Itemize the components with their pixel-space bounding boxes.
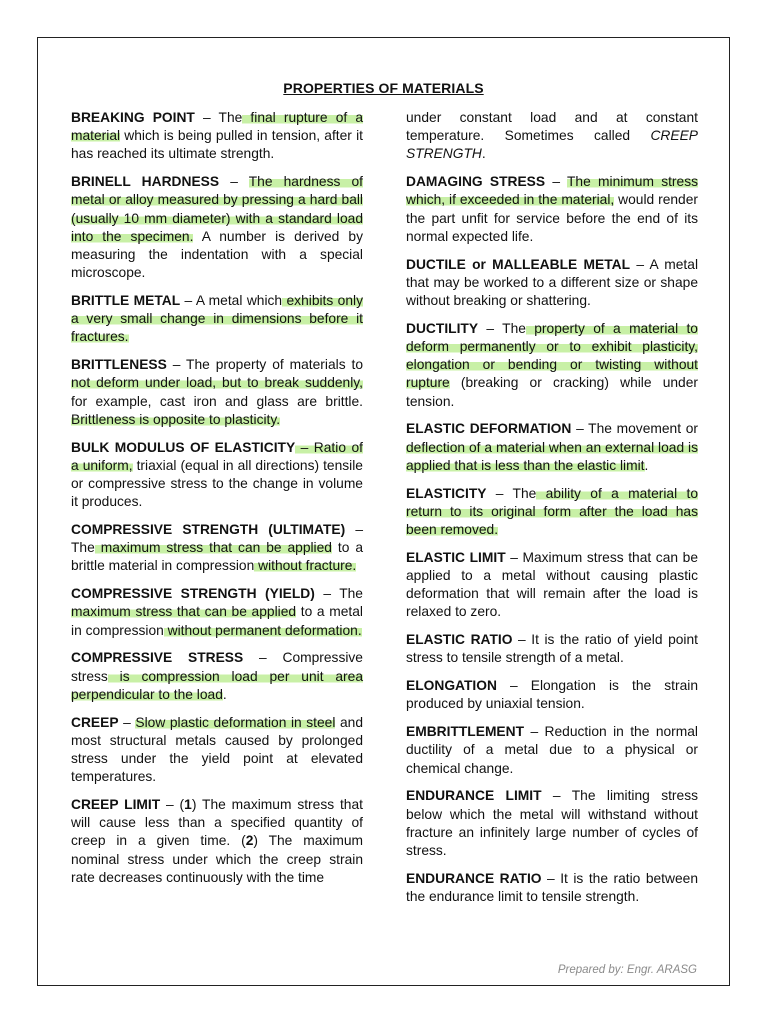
glossary-entry: [406, 256, 698, 311]
glossary-term: ELASTIC LIMIT: [406, 549, 506, 565]
glossary-term: DUCTILITY: [406, 320, 479, 336]
glossary-entry: [406, 787, 698, 860]
glossary-term: CREEP: [71, 714, 119, 730]
glossary-entry: [71, 649, 363, 704]
glossary-term: EMBRITTLEMENT: [406, 724, 525, 740]
glossary-entry: [71, 356, 363, 429]
definition-text: to a brittle material in compression: [71, 540, 363, 574]
definition-text: – The movement or: [571, 421, 698, 437]
glossary-entry: [406, 109, 698, 164]
glossary-term: COMPRESSIVE STRESS: [71, 650, 244, 666]
definition-text: for example, cast iron and glass are brittle.: [71, 393, 363, 409]
definition-text: 2: [245, 833, 254, 849]
glossary-entry: [406, 870, 698, 906]
definition-text: – The property of materials to: [166, 357, 363, 373]
glossary-entry: [406, 549, 698, 622]
definition-text: – The: [71, 522, 363, 556]
highlighted-text: not deform under load, but to break suddenly,: [71, 375, 363, 391]
glossary-entry: [71, 521, 363, 576]
highlighted-text: ability of a material to return to its original form after the load has been removed.: [406, 485, 698, 538]
definition-text: –: [545, 174, 567, 190]
definition-text: A number is derived by measuring the indentation with a special microscope.: [71, 228, 363, 281]
definition-text: – The: [478, 320, 526, 336]
highlighted-text: final rupture of a material: [71, 110, 363, 144]
glossary-entry: [406, 631, 698, 667]
glossary-entry: [71, 292, 363, 347]
definition-text: would render the part unfit for service before the end of its normal expected life.: [406, 192, 698, 244]
highlighted-text: maximum stress that can be applied: [94, 540, 332, 556]
highlighted-text: property of a material to deform permanently or to exhibit plasticity, elongation or bending or twisting without rupture: [406, 320, 698, 391]
glossary-entry: [406, 173, 698, 246]
glossary-entry: [406, 677, 698, 713]
definition-text: – The: [486, 485, 537, 501]
glossary-entry: [406, 723, 698, 778]
left-column: [71, 109, 363, 897]
glossary-term: ELONGATION: [406, 678, 497, 694]
definition-text: under constant load and at constant temperature. Sometimes called: [406, 110, 698, 144]
glossary-entry: [406, 420, 698, 475]
glossary-term: BREAKING POINT: [71, 110, 195, 125]
highlighted-text: exhibits only a very small change in dimensions before it fractures.: [71, 293, 363, 345]
definition-text: – A metal that may be worked to a different size or shape without breaking or shattering.: [406, 256, 699, 309]
glossary-entry: [71, 173, 363, 282]
glossary-term: DUCTILE or MALLEABLE METAL: [406, 256, 631, 272]
highlighted-text: deflection of a material when an external load is applied that is less than the elastic limit: [406, 439, 698, 473]
definition-text: (breaking or cracking) while under tension.: [406, 375, 698, 409]
glossary-entry: [71, 439, 363, 512]
glossary-term: BRITTLE METAL: [71, 293, 181, 309]
definition-text: – It is the ratio of yield point stress to tensile strength of a metal.: [406, 632, 698, 666]
highlighted-text: The minimum stress which, if exceeded in the material,: [406, 174, 698, 208]
definition-text: .: [481, 146, 486, 162]
glossary-term: ENDURANCE LIMIT: [406, 788, 542, 804]
definition-text: .: [644, 457, 649, 473]
glossary-term: COMPRESSIVE STRENGTH (YIELD): [71, 586, 315, 602]
definition-text: – Maximum stress that can be applied to a metal without causing plastic deformation that will remain after the load is relaxed to zero.: [406, 549, 698, 620]
glossary-term: DAMAGING STRESS: [406, 174, 546, 190]
definition-text: – It is the ratio between the endurance limit to tensile strength.: [406, 870, 698, 905]
definition-text: .: [222, 686, 227, 702]
glossary-entry: [406, 485, 698, 540]
definition-text: – The: [314, 586, 363, 602]
definition-text: – Reduction in the normal ductility of a metal due to a physical or chemical change.: [406, 724, 698, 776]
glossary-term: ELASTIC DEFORMATION: [406, 421, 572, 437]
definition-text: –: [118, 714, 136, 730]
definition-text: ) The maximum stress that will cause less than a specified quantity of creep in a given time. (: [71, 797, 363, 849]
highlighted-text: without fracture.: [254, 558, 357, 574]
definition-text: – The: [194, 110, 243, 125]
definition-text: – The limiting stress below which the metal will withstand without fracture an infinitely large number of cycles of stress.: [406, 788, 698, 859]
footer-credit: Prepared by: Engr. ARASG: [557, 964, 697, 976]
glossary-entry: [71, 714, 363, 787]
definition-text: triaxial (equal in all directions) tensile or compressive stress to the change in volume it produces.: [71, 457, 363, 510]
definition-text: to a metal in compression: [71, 604, 363, 638]
glossary-term: BULK MODULUS OF ELASTICITY: [71, 439, 296, 455]
glossary-term: ELASTICITY: [406, 485, 487, 501]
highlighted-text: – Ratio of a uniform,: [71, 439, 363, 473]
definition-text: 1: [184, 797, 192, 813]
glossary-entry: [71, 585, 363, 640]
definition-text: ) The maximum nominal stress under which the creep strain rate decreases continuously with the time: [71, 833, 363, 885]
glossary-term: CREEP LIMIT: [71, 797, 161, 813]
highlighted-text: Brittleness is opposite to plasticity.: [71, 411, 281, 427]
definition-text: and most structural metals caused by prolonged stress under the yield point at elevated temperatures.: [71, 714, 363, 785]
highlighted-text: is compression load per unit area perpendicular to the load: [71, 668, 363, 702]
glossary-term: BRITTLENESS: [71, 357, 167, 373]
glossary-term: BRINELL HARDNESS: [71, 174, 220, 190]
definition-text: – A metal which: [180, 293, 283, 309]
glossary-term: ELASTIC RATIO: [406, 632, 513, 648]
glossary-entry: [71, 796, 363, 887]
right-column: [406, 109, 698, 916]
definition-text: CREEP STRENGTH: [406, 128, 698, 162]
page-title: PROPERTIES OF MATERIALS: [283, 80, 484, 96]
definition-text: –: [219, 174, 249, 190]
glossary-entry: [71, 109, 363, 164]
highlighted-text: The hardness of metal or alloy measured by pressing a hard ball (usually 10 mm diameter) with a standard load into the specimen.: [71, 174, 363, 244]
definition-text: which is being pulled in tension, after it has reached its ultimate strength.: [71, 128, 363, 162]
page-frame: [37, 37, 730, 986]
glossary-term: COMPRESSIVE STRENGTH (ULTIMATE): [71, 522, 346, 538]
definition-text: – Compressive stress: [71, 650, 363, 684]
definition-text: – (: [160, 797, 185, 813]
glossary-term: ENDURANCE RATIO: [406, 870, 542, 886]
glossary-entry: [406, 320, 698, 411]
highlighted-text: without permanent deformation.: [163, 622, 362, 638]
definition-text: – Elongation is the strain produced by uniaxial tension.: [406, 678, 698, 712]
highlighted-text: maximum stress that can be applied: [71, 604, 297, 620]
highlighted-text: Slow plastic deformation in steel: [135, 714, 336, 730]
